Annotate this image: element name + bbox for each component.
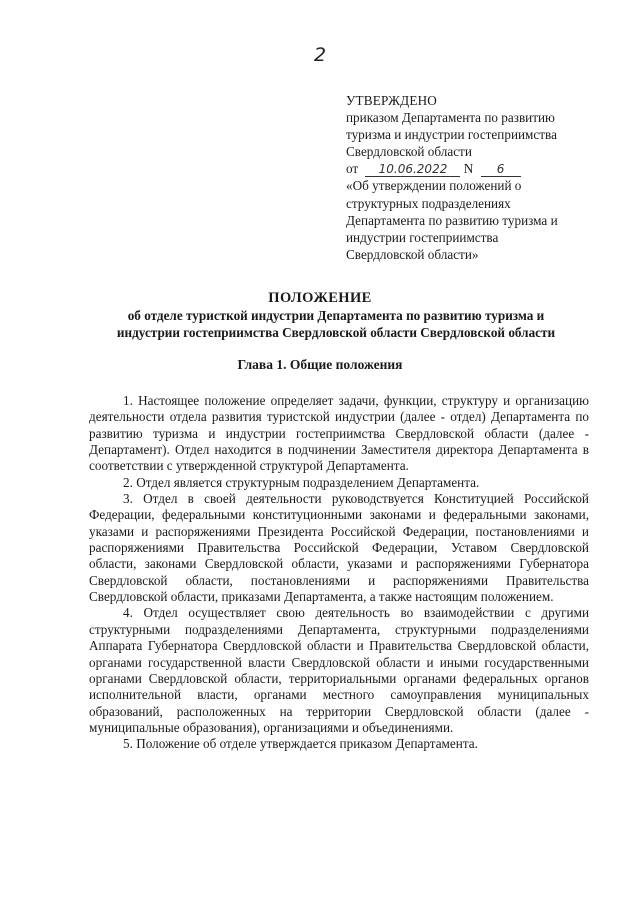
order-date-handwritten: 10.06.2022 [365,162,460,177]
order-date-line [346,160,596,177]
page-number: 2 [313,44,327,66]
order-title-line: структурных подразделениях [346,195,511,211]
approval-line: приказом Департамента по развитию [346,110,555,126]
order-number-handwritten: 6 [481,162,521,177]
paragraph: 5. Положение об отделе утверждается приказом Департамента. [123,736,478,752]
document-title: ПОЛОЖЕНИЕ [268,290,372,306]
order-prefix: от [346,161,359,177]
chapter-heading: Глава 1. Общие положения [237,357,403,372]
order-title-line: «Об утверждении положений о [346,178,522,194]
order-title-line: Свердловской области» [346,246,479,262]
approval-line: Свердловской области [346,144,472,160]
document-subtitle: об отделе туристкой индустрии Департамента по развитию туризма и индустрии гостеприимства Свердловской области Свердловской области [116,308,556,340]
paragraph: 1. Настоящее положение определяет задачи, функции, структуру и организацию деятельности отдела развития туристской индустрии (далее - отдел) Департамента по развитию туризма и индустрии гостеприимства Свердловской области (далее - Департамент). Отдел находится в подчинении Заместителя директора Департамента в соответствии с утвержденной структурой Департамента. [89,393,589,474]
approval-heading: УТВЕРЖДЕНО [346,93,438,108]
document-body [89,393,589,753]
order-title-line: Департамента по развитию туризма и [346,212,558,228]
order-title-line: индустрии гостеприимства [346,229,499,245]
paragraph: 3. Отдел в своей деятельности руководствуется Конституцией Российской Федерации, федеральными конституционными законами и федеральными законами, указами и распоряжениями Президента Российской Федерации, постановлениями и распоряжениями Правительства Российской Федерации, Уставом Свердловской области, законами Свердловской области, указами и распоряжениями Губернатора Свердловской области, постановлениями и распоряжениями Правительства Свердловской области, приказами Департамента, а также настоящим положением. [89,491,589,605]
paragraph: 2. Отдел является структурным подразделением Департамента. [123,474,480,490]
approval-block [346,92,596,263]
order-number-label: N [463,161,474,177]
paragraph: 4. Отдел осуществляет свою деятельность во взаимодействии с другими структурными подразделениями Департамента, структурными подразделениями Аппарата Губернатора Свердловской области и Правительства Свердловской области, органами государственной власти Свердловской области и иными государственными органами Свердловской области, территориальными органами федеральных органов исполнительной власти, органами местного самоуправления муниципальных образований, расположенных на территории Свердловской области (далее - муниципальные образования), организациями и объединениями. [89,605,589,735]
approval-line: туризма и индустрии гостеприимства [346,127,557,143]
